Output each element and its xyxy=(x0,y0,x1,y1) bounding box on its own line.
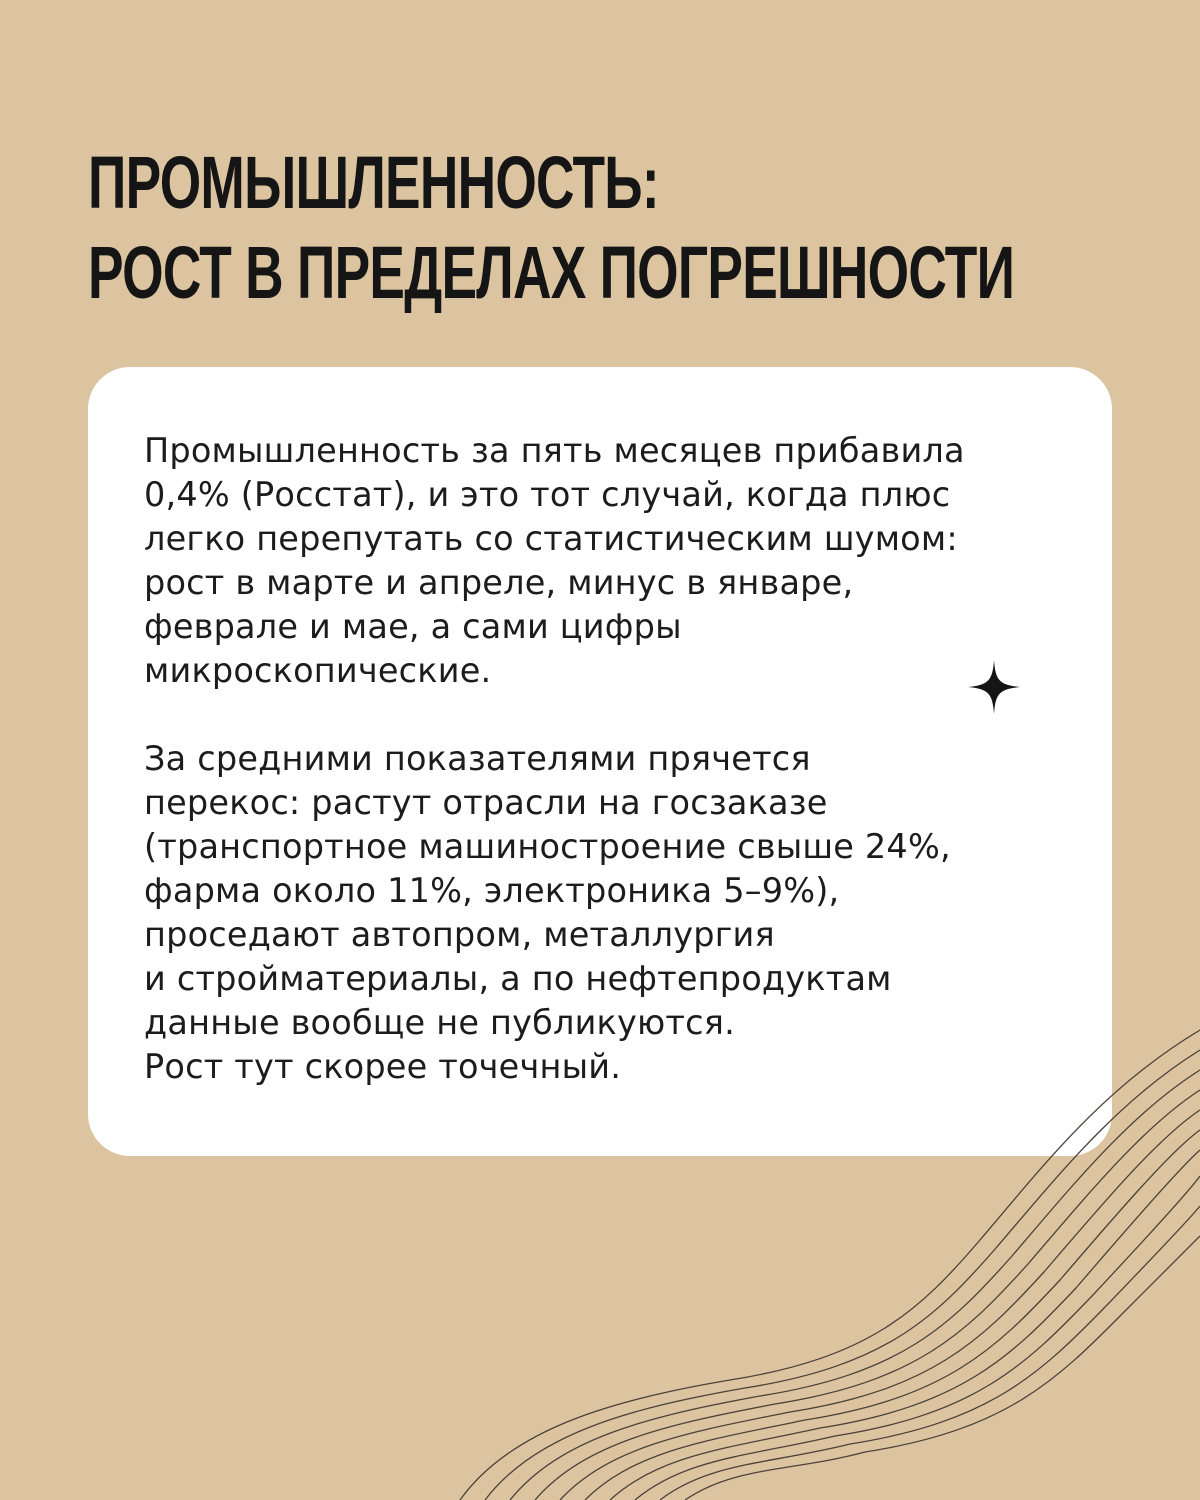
text-card xyxy=(88,367,1112,1156)
headline-line-2: РОСТ В ПРЕДЕЛАХ ПОГРЕШНОСТИ xyxy=(88,231,1015,314)
card-paragraph-1: Промышленность за пять месяцев прибавила 0,4% (Росстат), и это тот случай, когда плюс легко перепутать со статистическим шумом: рост в марте и апреле, минус в январе, феврале и мае, а сами цифры микроскопические. xyxy=(144,431,965,690)
headline-line-1: ПРОМЫШЛЕННОСТЬ: xyxy=(88,141,659,224)
four-point-star-icon xyxy=(968,660,1020,714)
headline xyxy=(88,138,1118,318)
card-paragraph-2: За средними показателями прячется перекос: растут отрасли на госзаказе (транспортное машиностроение свыше 24%, фарма около 11%, электроника 5–9%), проседают автопром, металлургия и стройматериалы, а по нефтепродуктам данные вообще не публикуются. Рост тут скорее точечный. xyxy=(144,739,951,1086)
